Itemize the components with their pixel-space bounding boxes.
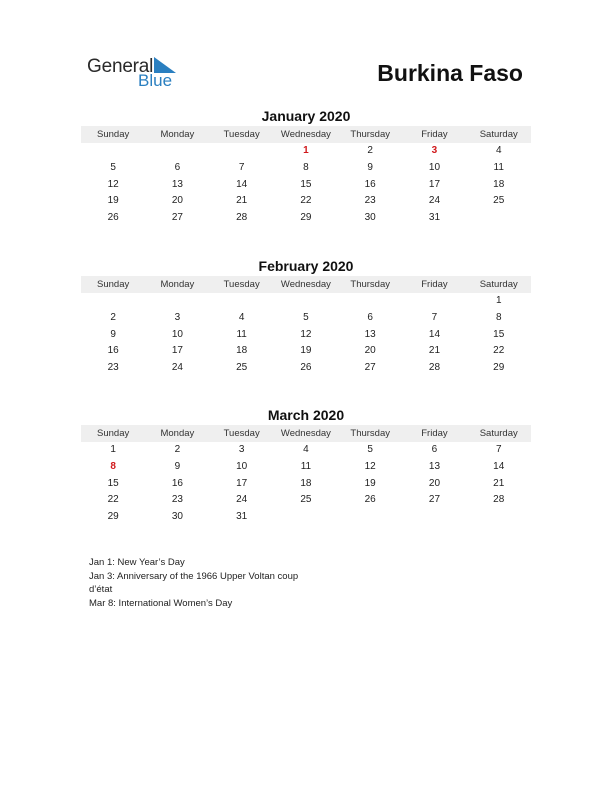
day-cell: 1: [110, 444, 116, 455]
day-cell: [467, 210, 531, 227]
month-calendar: [81, 106, 531, 227]
day-cell: 9: [367, 161, 373, 173]
day-cell: 16: [364, 178, 376, 190]
holiday-notes: [89, 556, 298, 610]
day-cell: 18: [300, 477, 312, 489]
week-row: [81, 293, 531, 310]
day-cell: [467, 509, 531, 526]
holiday-note: Jan 3: Anniversary of the 1966 Upper Voltan coup: [89, 570, 299, 582]
day-cell: 14: [236, 178, 248, 190]
day-cell: 6: [174, 161, 181, 173]
weekday-label: Sunday: [97, 129, 130, 140]
day-cell: 4: [495, 145, 502, 156]
day-cell: 31: [428, 212, 441, 224]
day-cell: 14: [493, 460, 505, 472]
day-cell: 26: [300, 362, 312, 374]
weekday-header: [81, 126, 531, 143]
day-cell: 5: [303, 311, 309, 323]
week-row: [81, 476, 531, 493]
day-cell: 17: [428, 178, 441, 190]
day-cell: 24: [171, 362, 183, 374]
logo-general-text: General: [87, 56, 154, 77]
week-row: [81, 492, 531, 509]
day-cell: 2: [174, 444, 181, 455]
day-cell: 10: [171, 328, 183, 340]
day-cell: 2: [367, 145, 373, 156]
day-cell: 4: [238, 311, 245, 323]
holiday-note: Jan 1: New Year’s Day: [89, 557, 185, 568]
generalblue-logo: [87, 56, 187, 92]
day-cell: 3: [174, 311, 181, 323]
country-title: Burkina Faso: [377, 60, 523, 86]
day-cell: 22: [107, 494, 119, 506]
week-row: [81, 193, 531, 210]
week-row: [81, 143, 531, 160]
day-cell: 23: [107, 362, 119, 374]
day-cell: 1: [495, 295, 502, 306]
day-cell: 24: [236, 494, 248, 506]
day-cell: 6: [431, 444, 438, 455]
day-cell: 18: [236, 345, 248, 357]
day-cell: 28: [493, 494, 505, 506]
day-cell: 25: [236, 362, 248, 374]
month-calendar: [81, 256, 531, 377]
week-row: [81, 360, 531, 377]
day-cell: 25: [493, 195, 505, 207]
day-cell: 29: [300, 212, 312, 224]
month-title: January 2020: [261, 108, 351, 124]
day-cell: 21: [493, 477, 505, 489]
day-cell: 10: [236, 460, 248, 472]
day-cell: 16: [107, 345, 119, 357]
holiday-note: Mar 8: International Women’s Day: [89, 597, 233, 609]
day-cell: 22: [493, 345, 505, 357]
holiday-day-cell: 8: [110, 460, 116, 472]
day-cell: 20: [364, 345, 376, 357]
day-cell: 17: [236, 477, 248, 489]
day-cell: [274, 293, 338, 310]
weekday-label: Friday: [421, 279, 448, 290]
day-cell: 6: [367, 311, 373, 323]
day-cell: [145, 143, 209, 160]
day-cell: [81, 143, 145, 160]
day-cell: 20: [428, 477, 441, 489]
day-cell: 8: [495, 311, 502, 323]
day-cell: 24: [428, 195, 441, 207]
weekday-label: Monday: [160, 129, 195, 140]
day-cell: 28: [428, 362, 441, 374]
day-cell: 11: [493, 161, 504, 173]
day-cell: 20: [171, 195, 183, 207]
day-cell: [81, 293, 145, 310]
day-cell: 12: [364, 460, 376, 472]
week-row: [81, 177, 531, 194]
week-row: [81, 442, 531, 459]
day-cell: 30: [364, 212, 376, 224]
day-cell: 3: [238, 444, 245, 455]
day-cell: 27: [171, 212, 183, 224]
day-cell: 23: [364, 195, 376, 207]
day-cell: [338, 509, 402, 526]
day-cell: [338, 293, 402, 310]
day-cell: 29: [493, 362, 505, 374]
weekday-label: Saturday: [479, 428, 518, 439]
weekday-label: Thursday: [350, 279, 390, 290]
day-cell: 9: [110, 328, 116, 340]
day-cell: 15: [300, 178, 312, 190]
day-cell: 15: [493, 328, 505, 340]
day-cell: 11: [236, 328, 247, 340]
weekday-header: [81, 425, 531, 442]
day-cell: 19: [364, 477, 376, 489]
weekday-label: Sunday: [97, 428, 130, 439]
day-cell: [210, 293, 274, 310]
day-cell: 5: [110, 161, 116, 173]
day-cell: 10: [428, 161, 441, 173]
day-cell: 7: [238, 161, 245, 173]
week-row: [81, 160, 531, 177]
holiday-day-cell: 1: [303, 145, 309, 156]
holiday-note: d’état: [89, 584, 113, 595]
day-cell: 21: [428, 345, 441, 357]
day-cell: 12: [300, 328, 312, 340]
weekday-label: Friday: [421, 428, 448, 439]
week-row: [81, 459, 531, 476]
weekday-header: [81, 276, 531, 293]
day-cell: 25: [300, 494, 312, 506]
weekday-label: Tuesday: [223, 129, 260, 140]
weekday-label: Wednesday: [280, 129, 331, 140]
day-cell: 13: [428, 460, 441, 472]
week-row: [81, 210, 531, 227]
weekday-label: Thursday: [350, 428, 390, 439]
day-cell: 26: [107, 212, 119, 224]
weekday-label: Tuesday: [223, 428, 260, 439]
day-cell: 30: [171, 511, 183, 523]
weekday-label: Monday: [160, 279, 195, 290]
week-row: [81, 509, 531, 526]
day-cell: [402, 293, 466, 310]
day-cell: 8: [303, 161, 309, 173]
day-cell: 7: [431, 311, 438, 323]
day-cell: 26: [364, 494, 376, 506]
day-cell: 17: [171, 345, 183, 357]
day-cell: 19: [107, 195, 119, 207]
day-cell: [274, 509, 338, 526]
day-cell: [145, 293, 209, 310]
holiday-day-cell: 3: [431, 145, 438, 156]
month-title: March 2020: [267, 407, 345, 423]
day-cell: 27: [364, 362, 376, 374]
day-cell: 22: [300, 195, 312, 207]
day-cell: 19: [300, 345, 312, 357]
day-cell: 7: [495, 444, 502, 455]
day-cell: 18: [493, 178, 505, 190]
logo-blue-text: Blue: [138, 71, 173, 90]
weekday-label: Thursday: [350, 129, 390, 140]
day-cell: 27: [428, 494, 441, 506]
day-cell: 2: [110, 311, 116, 323]
weekday-label: Tuesday: [223, 279, 260, 290]
day-cell: 4: [303, 444, 309, 455]
week-row: [81, 343, 531, 360]
day-cell: 28: [236, 212, 248, 224]
day-cell: 29: [107, 511, 119, 523]
day-cell: 31: [236, 511, 248, 523]
day-cell: 15: [107, 477, 119, 489]
weekday-label: Monday: [160, 428, 195, 439]
day-cell: [402, 509, 466, 526]
day-cell: 11: [300, 460, 312, 472]
weekday-label: Sunday: [97, 279, 130, 290]
weekday-label: Wednesday: [280, 279, 331, 290]
weekday-label: Saturday: [479, 279, 518, 290]
day-cell: 12: [107, 178, 119, 190]
day-cell: 14: [428, 328, 441, 340]
weekday-label: Wednesday: [280, 428, 331, 439]
day-cell: 13: [171, 178, 183, 190]
day-cell: 9: [174, 460, 181, 472]
month-calendar: [81, 405, 531, 526]
day-cell: 21: [236, 195, 248, 207]
day-cell: [210, 143, 274, 160]
day-cell: 23: [171, 494, 183, 506]
day-cell: 16: [171, 477, 183, 489]
month-title: February 2020: [258, 258, 354, 274]
week-row: [81, 327, 531, 344]
day-cell: 13: [364, 328, 376, 340]
week-row: [81, 310, 531, 327]
day-cell: 5: [367, 444, 373, 455]
weekday-label: Saturday: [479, 129, 518, 140]
weekday-label: Friday: [421, 129, 448, 140]
